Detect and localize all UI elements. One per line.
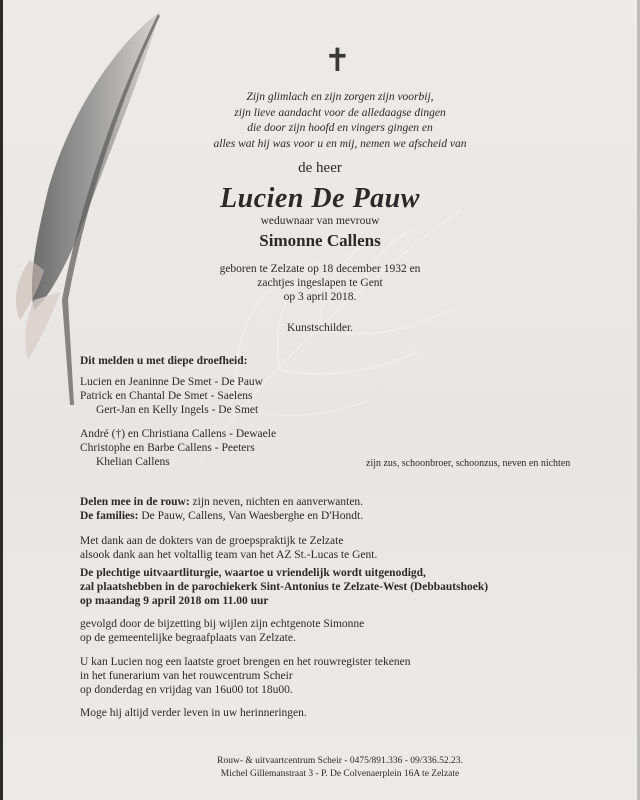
mourn-text: zijn neven, nichten en aanverwanten. [189, 496, 364, 508]
footer-line: Michel Gillemanstraat 3 - P. De Colvenaerplein 16A te Zelzate [220, 769, 460, 779]
thanks-line: alsook dank aan het voltallig team van het AZ St.-Lucas te Gent. [80, 549, 378, 561]
families-label: De families: [80, 510, 139, 522]
families-line [80, 509, 363, 523]
family-line: Christophe en Barbe Callens - Peeters [80, 442, 255, 454]
family-line: Khelian Callens [96, 456, 170, 468]
occupation: Kunstschilder. [286, 322, 354, 334]
birth-line: op 3 april 2018. [283, 291, 357, 303]
poem-line: Zijn glimlach en zijn zorgen zijn voorbij, [246, 91, 434, 103]
visit-line: U kan Lucien nog een laatste groet brengen en het rouwregister tekenen [80, 656, 411, 668]
visit-line: in het funerarium van het rouwcentrum Scheir [80, 670, 293, 682]
funeral-home-footer [190, 755, 490, 781]
family-line: Lucien en Jeaninne De Smet - De Pauw [80, 376, 263, 388]
poem-line: die door zijn hoofd en vingers gingen en [247, 122, 433, 134]
service-line: De plechtige uitvaartliturgie, waartoe u vriendelijk wordt uitgenodigd, [80, 567, 426, 579]
birth-death-info [190, 262, 450, 304]
birth-line: zachtjes ingeslapen te Gent [257, 277, 383, 289]
title-prefix: de heer [298, 160, 342, 176]
burial-line: op de gemeentelijke begraafplaats van Zelzate. [80, 632, 296, 644]
poem-line: alles wat hij was voor u en mij, nemen we afscheid van [213, 137, 467, 150]
poem [190, 90, 490, 152]
visit-block [80, 655, 411, 697]
widow-label: weduwnaar van mevrouw [260, 215, 380, 227]
visit-line: op donderdag en vrijdag van 16u00 tot 18u00. [80, 684, 293, 696]
family-line: Patrick en Chantal De Smet - Saelens [80, 390, 253, 402]
service-line: zal plaatshebben in de parochiekerk Sint-Antonius te Zelzate-West (Debbautshoek) [80, 581, 489, 593]
deceased-name: Lucien De Pauw [220, 183, 420, 214]
thanks-line: Met dank aan de dokters van de groepspraktijk te Zelzate [80, 535, 344, 547]
thanks-block [80, 534, 377, 562]
service-line: op maandag 9 april 2018 om 11.00 uur [80, 595, 269, 607]
grief-heading: Dit melden u met diepe droefheid: [80, 355, 248, 367]
cross-icon: ✝ [324, 41, 351, 79]
mourn-line [80, 495, 363, 509]
footer-line: Rouw- & uitvaartcentrum Scheir - 0475/891.336 - 09/336.52.23. [217, 756, 463, 766]
burial-block [80, 617, 364, 645]
closing-line: Moge hij altijd verder leven in uw herinneringen. [80, 707, 307, 719]
family-line: André (†) en Christiana Callens - Dewaele [80, 428, 277, 440]
burial-line: gevolgd door de bijzetting bij wijlen zijn echtgenote Simonne [80, 618, 365, 630]
poem-line: zijn lieve aandacht voor de alledaagse dingen [234, 106, 446, 119]
spouse-name: Simonne Callens [259, 231, 381, 250]
service-block [80, 566, 488, 608]
siblings-relation-note: zijn zus, schoonbroer, schoonzus, neven en nichten [366, 458, 571, 469]
family-line: Gert-Jan en Kelly Ingels - De Smet [96, 404, 259, 416]
mourn-label: Delen mee in de rouw: [80, 496, 190, 508]
families-text: De Pauw, Callens, Van Waesberghe en D'Hondt. [138, 510, 364, 522]
birth-line: geboren te Zelzate op 18 december 1932 en [219, 263, 421, 275]
